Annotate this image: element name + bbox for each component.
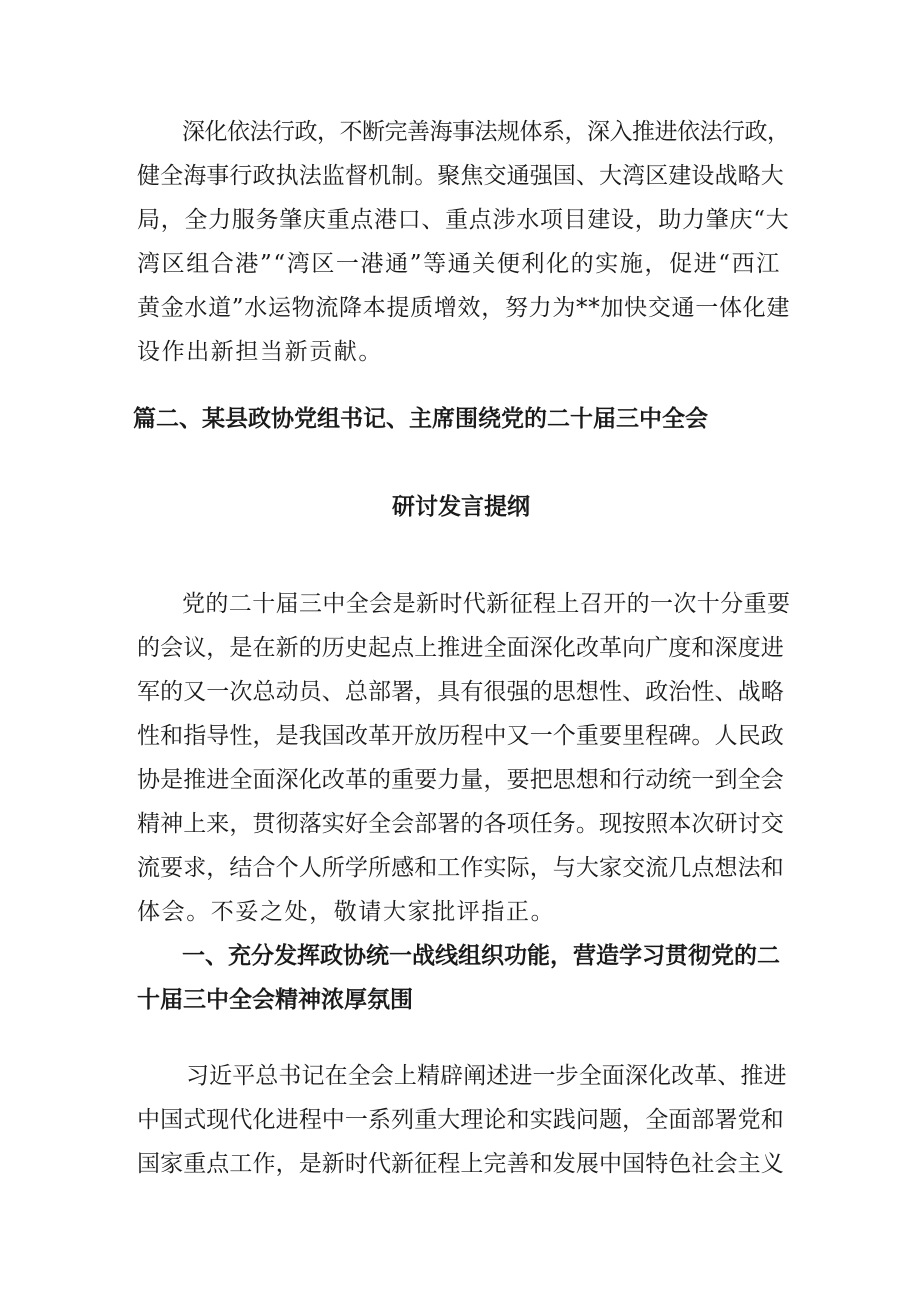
paragraph-line: 湾区组合港”“湾区一港通”等通关便利化的实施，促进“西江 xyxy=(137,251,781,277)
article-title-line-2: 研讨发言提纲 xyxy=(392,494,530,520)
section-heading-line-2: 十届三中全会精神浓厚氛围 xyxy=(137,987,413,1013)
paragraph-line: 习近平总书记在全会上精辟阐述进一步全面深化改革、推进 xyxy=(186,1063,787,1089)
paragraph-line: 流要求，结合个人所学所感和工作实际，与大家交流几点想法和 xyxy=(137,855,784,881)
paragraph-line: 设作出新担当新贡献。 xyxy=(137,339,383,365)
section-heading-line-1: 一、充分发挥政协统一战线组织功能，营造学习贯彻党的二 xyxy=(182,943,780,969)
paragraph-line: 性和指导性，是我国改革开放历程中又一个重要里程碑。人民政 xyxy=(137,723,784,749)
paragraph-line: 精神上来，贯彻落实好全会部署的各项任务。现按照本次研讨交 xyxy=(137,811,784,837)
paragraph-line: 局，全力服务肇庆重点港口、重点涉水项目建设，助力肇庆“大 xyxy=(137,207,790,233)
paragraph-line: 军的又一次总动员、总部署，具有很强的思想性、政治性、战略 xyxy=(137,679,784,705)
paragraph-line: 的会议，是在新的历史起点上推进全面深化改革向广度和深度进 xyxy=(137,635,784,661)
paragraph-line: 党的二十届三中全会是新时代新征程上召开的一次十分重要 xyxy=(182,591,791,617)
article-title-line-1: 篇二、某县政协党组书记、主席围绕党的二十届三中全会 xyxy=(133,406,708,432)
paragraph-line: 协是推进全面深化改革的重要力量，要把思想和行动统一到全会 xyxy=(137,767,784,793)
paragraph-line: 深化依法行政，不断完善海事法规体系，深入推进依法行政， xyxy=(182,119,790,145)
paragraph-line: 健全海事行政执法监督机制。聚焦交通强国、大湾区建设战略大 xyxy=(137,163,784,189)
paragraph-line: 体会。不妥之处，敬请大家批评指正。 xyxy=(137,899,556,925)
paragraph-line: 中国式现代化进程中一系列重大理论和实践问题，全面部署党和 xyxy=(137,1107,784,1133)
paragraph-line: 黄金水道”水运物流降本提质增效，努力为**加快交通一体化建 xyxy=(137,295,791,321)
paragraph-line: 国家重点工作，是新时代新征程上完善和发展中国特色社会主义 xyxy=(137,1151,784,1177)
